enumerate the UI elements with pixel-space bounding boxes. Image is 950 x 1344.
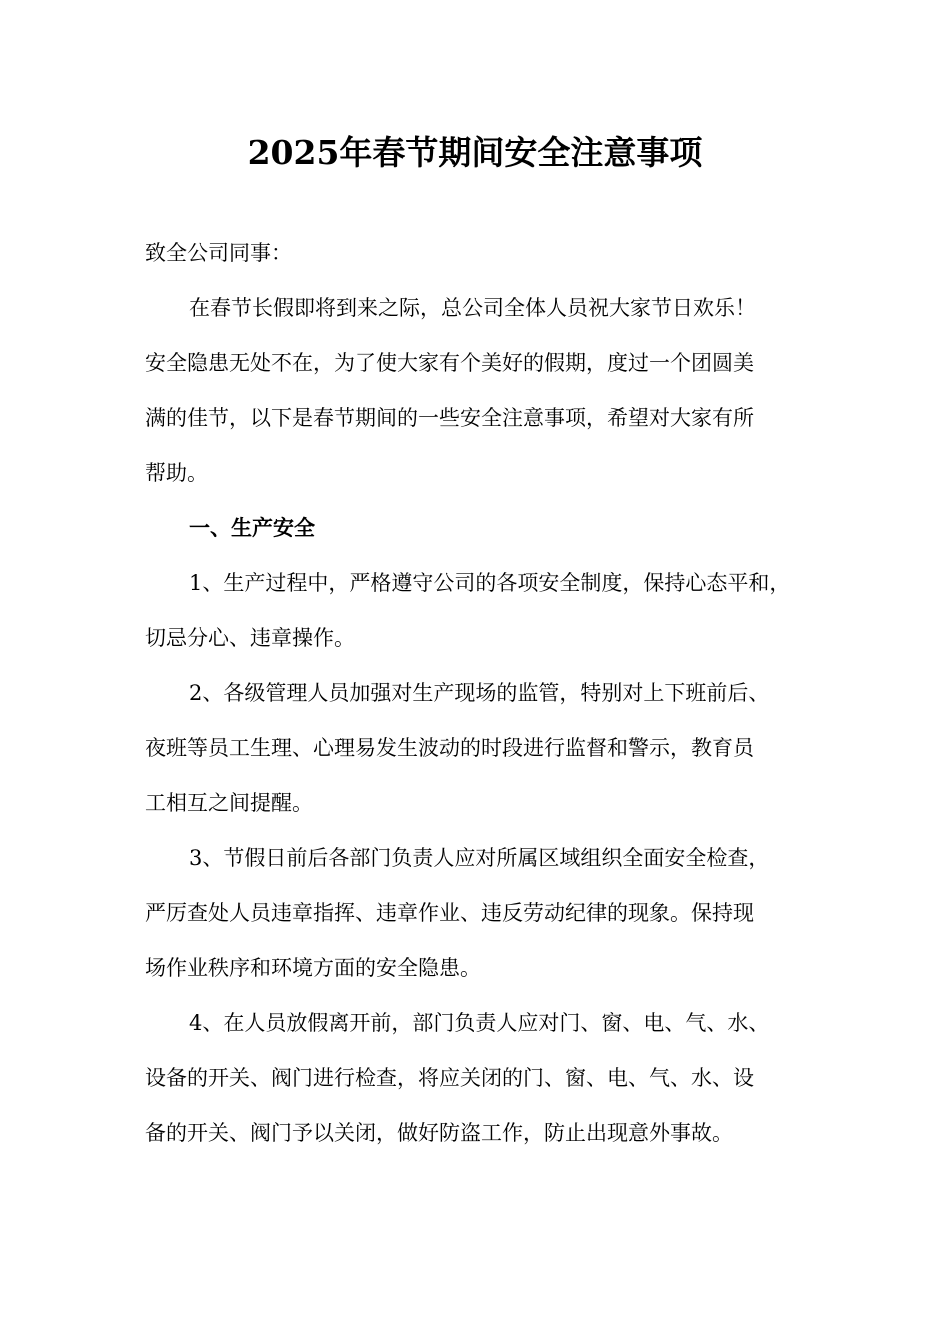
item-2-line-2: 夜班等员工生理、心理易发生波动的时段进行监督和警示，教育员 xyxy=(145,736,754,760)
greeting-line: 致全公司同事： xyxy=(145,241,292,265)
item-2-line-1: 2、各级管理人员加强对生产现场的监管，特别对上下班前后、 xyxy=(189,681,770,705)
item-4-line-2: 设备的开关、阀门进行检查，将应关闭的门、窗、电、气、水、设 xyxy=(145,1066,754,1090)
document-body xyxy=(145,226,825,1161)
intro-line-3: 满的佳节，以下是春节期间的一些安全注意事项，希望对大家有所 xyxy=(145,406,754,430)
item-2-line-3: 工相互之间提醒。 xyxy=(145,791,313,815)
item-3-line-1: 3、节假日前后各部门负责人应对所属区域组织全面安全检查， xyxy=(189,846,770,870)
item-1-line-1: 1、生产过程中，严格遵守公司的各项安全制度，保持心态平和， xyxy=(189,571,791,595)
item-4-line-1: 4、在人员放假离开前，部门负责人应对门、窗、电、气、水、 xyxy=(189,1011,770,1035)
item-1-line-2: 切忌分心、违章操作。 xyxy=(145,626,355,650)
intro-line-4: 帮助。 xyxy=(145,461,208,485)
intro-line-1: 在春节长假即将到来之际，总公司全体人员祝大家节日欢乐！ xyxy=(189,296,756,320)
item-4-line-3: 备的开关、阀门予以关闭，做好防盗工作，防止出现意外事故。 xyxy=(145,1121,733,1145)
intro-line-2: 安全隐患无处不在，为了使大家有个美好的假期，度过一个团圆美 xyxy=(145,351,754,375)
item-3-line-2: 严厉查处人员违章指挥、违章作业、违反劳动纪律的现象。保持现 xyxy=(145,901,754,925)
item-3-line-3: 场作业秩序和环境方面的安全隐患。 xyxy=(145,956,481,980)
section-heading: 一、生产安全 xyxy=(189,516,315,540)
document-title: 2025年春节期间安全注意事项 xyxy=(247,133,703,172)
